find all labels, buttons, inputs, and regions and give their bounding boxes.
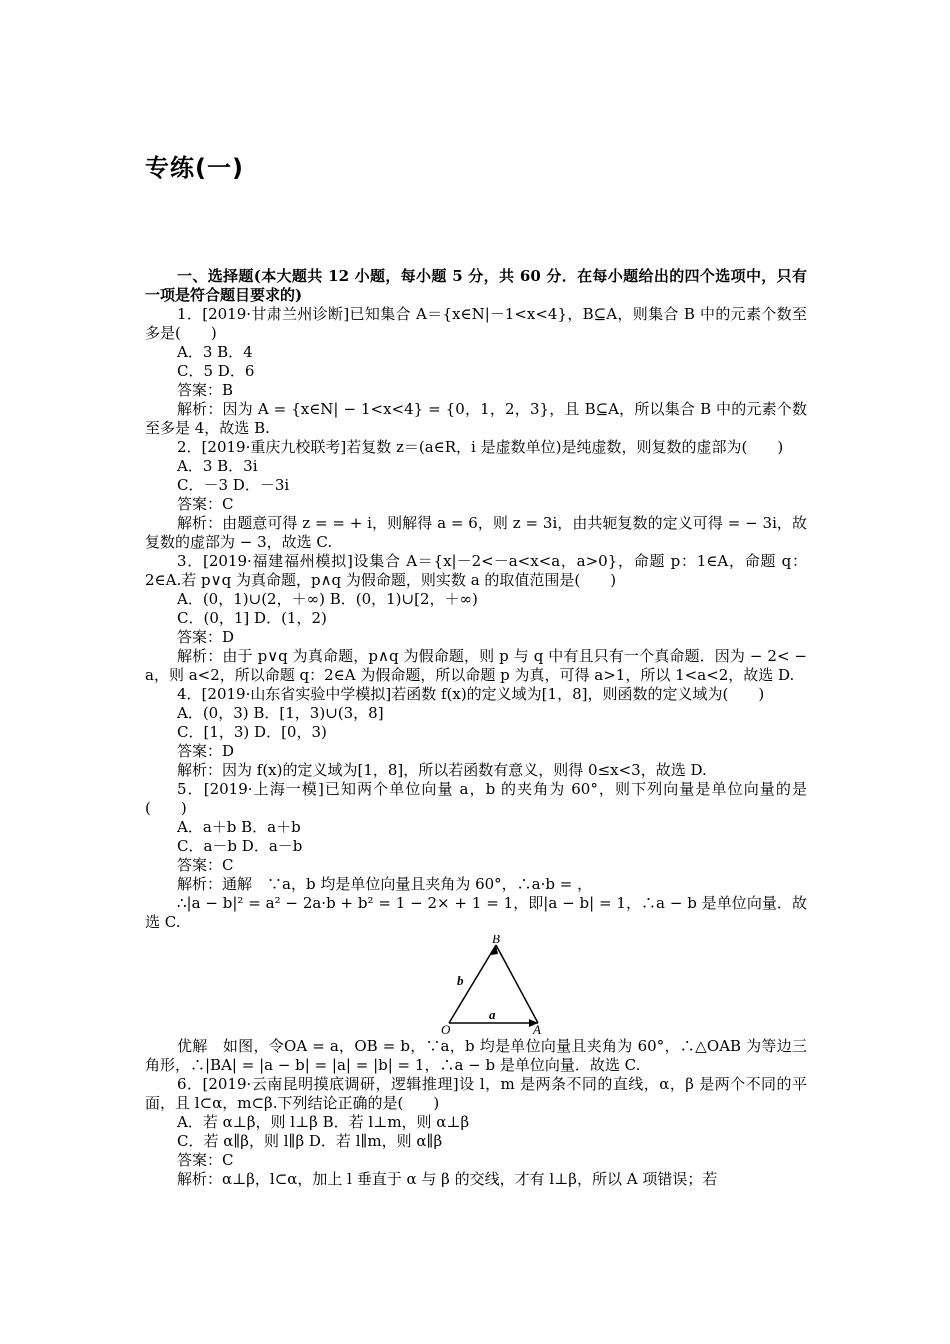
label-a-point: A — [533, 1022, 541, 1035]
question-1-explanation: 解析：因为 A = {x∈N| − 1<x<4} = {0，1，2，3}，且 B⊆A，所以集合 B 中的元素个数至多是 4，故选 B. — [145, 400, 807, 437]
question-3-answer: 答案：D — [177, 628, 235, 646]
question-5-options-ab: A．a＋b B．a＋b — [177, 818, 301, 836]
label-b-vector: b — [457, 973, 464, 988]
question-5-explanation-1: 解析：通解 ∵a，b 均是单位向量且夹角为 60°，∴a·b = ， — [177, 875, 593, 893]
label-o: O — [441, 1022, 451, 1035]
label-a-vector: a — [489, 1007, 496, 1022]
question-5-answer: 答案：C — [177, 856, 234, 874]
question-4-options-cd: C．[1，3) D．[0，3) — [177, 723, 327, 741]
question-2-options-cd: C．－3 D．－3i — [177, 476, 290, 494]
question-2-explanation: 解析：由题意可得 z = = + i，则解得 a = 6，则 z = 3i，由共轭复数的定义可得 = − 3i，故复数的虚部为 − 3，故选 C. — [145, 514, 807, 551]
question-1: 1．[2019·甘肃兰州诊断]已知集合 A＝{x∈N|－1<x<4}，B⊆A，则集合 B 中的元素个数至多是( ) — [145, 305, 807, 342]
question-5-explanation-2: ∴|a − b|² = a² − 2a·b + b² = 1 − 2× + 1 = 1，即|a − b| = 1，∴a − b 是单位向量．故选 C. — [145, 894, 807, 931]
label-b-point: B — [492, 935, 500, 946]
document-body — [145, 267, 807, 1189]
question-4: 4．[2019·山东省实验中学模拟]若函数 f(x)的定义域为[1，8]，则函数的定义域为( ) — [177, 685, 765, 703]
question-5-options-cd: C．a－b D．a－b — [177, 837, 303, 855]
side-ab — [496, 945, 538, 1023]
question-4-options-ab: A．(0，3) B．[1，3)∪(3，8] — [177, 704, 384, 722]
question-6-answer: 答案：C — [177, 1151, 234, 1169]
question-2: 2．[2019·重庆九校联考]若复数 z＝(a∈R，i 是虚数单位)是纯虚数，则复数的虚部为( ) — [177, 438, 784, 456]
question-3-options-ab: A．(0，1)∪(2，＋∞) B．(0，1)∪[2，＋∞) — [177, 590, 478, 608]
question-3-explanation: 解析：由于 p∨q 为真命题，p∧q 为假命题，则 p 与 q 中有且只有一个真命题．因为 − 2< − a，则 a<2，所以命题 q：2∈A 为假命题，所以命题 p 为真，可得 a>1，所以 1<a<2，故选 D. — [145, 647, 807, 684]
question-6-options-ab: A．若 α⊥β，则 l⊥β B．若 l⊥m，则 α⊥β — [177, 1113, 470, 1131]
question-4-explanation: 解析：因为 f(x)的定义域为[1，8]，所以若函数有意义，则得 0≤x<3，故选 D. — [177, 761, 707, 779]
page-title: 专练(一) — [145, 154, 244, 182]
question-4-answer: 答案：D — [177, 742, 235, 760]
question-2-answer: 答案：C — [177, 495, 234, 513]
question-5-explanation-3: 优解 如图，令OA = a，OB = b，∵a，b 均是单位向量且夹角为 60°，∴△OAB 为等边三角形，∴|BA| = |a − b| = |a| = |b| = 1，∴a − b 是单位向量．故选 C. — [145, 1037, 807, 1074]
question-5: 5．[2019·上海一模]已知两个单位向量 a，b 的夹角为 60°，则下列向量是单位向量的是( ) — [145, 780, 807, 817]
triangle-figure — [441, 935, 551, 1035]
question-2-options-ab: A．3 B．3i — [177, 457, 258, 475]
question-1-options-ab: A．3 B．4 — [177, 343, 253, 361]
question-6: 6．[2019·云南昆明摸底调研，逻辑推理]设 l，m 是两条不同的直线，α，β 是两个不同的平面，且 l⊂α，m⊂β.下列结论正确的是( ) — [145, 1075, 807, 1112]
question-3-options-cd: C．(0，1] D．(1，2) — [177, 609, 327, 627]
section-header: 一、选择题(本大题共 12 小题，每小题 5 分，共 60 分．在每小题给出的四个选项中，只有一项是符合题目要求的) — [145, 267, 807, 304]
question-1-answer: 答案：B — [177, 381, 234, 399]
question-3: 3．[2019·福建福州模拟]设集合 A＝{x|－2<－a<x<a，a>0}，命题 p：1∈A，命题 q：2∈A.若 p∨q 为真命题，p∧q 为假命题，则实数 a 的取值范围是( ) — [145, 552, 807, 589]
question-6-explanation: 解析：α⊥β，l⊂α，加上 l 垂直于 α 与 β 的交线，才有 l⊥β，所以 A 项错误；若 — [177, 1170, 718, 1188]
question-1-options-cd: C．5 D．6 — [177, 362, 255, 380]
question-6-options-cd: C．若 α∥β，则 l∥β D．若 l∥m，则 α∥β — [177, 1132, 443, 1150]
